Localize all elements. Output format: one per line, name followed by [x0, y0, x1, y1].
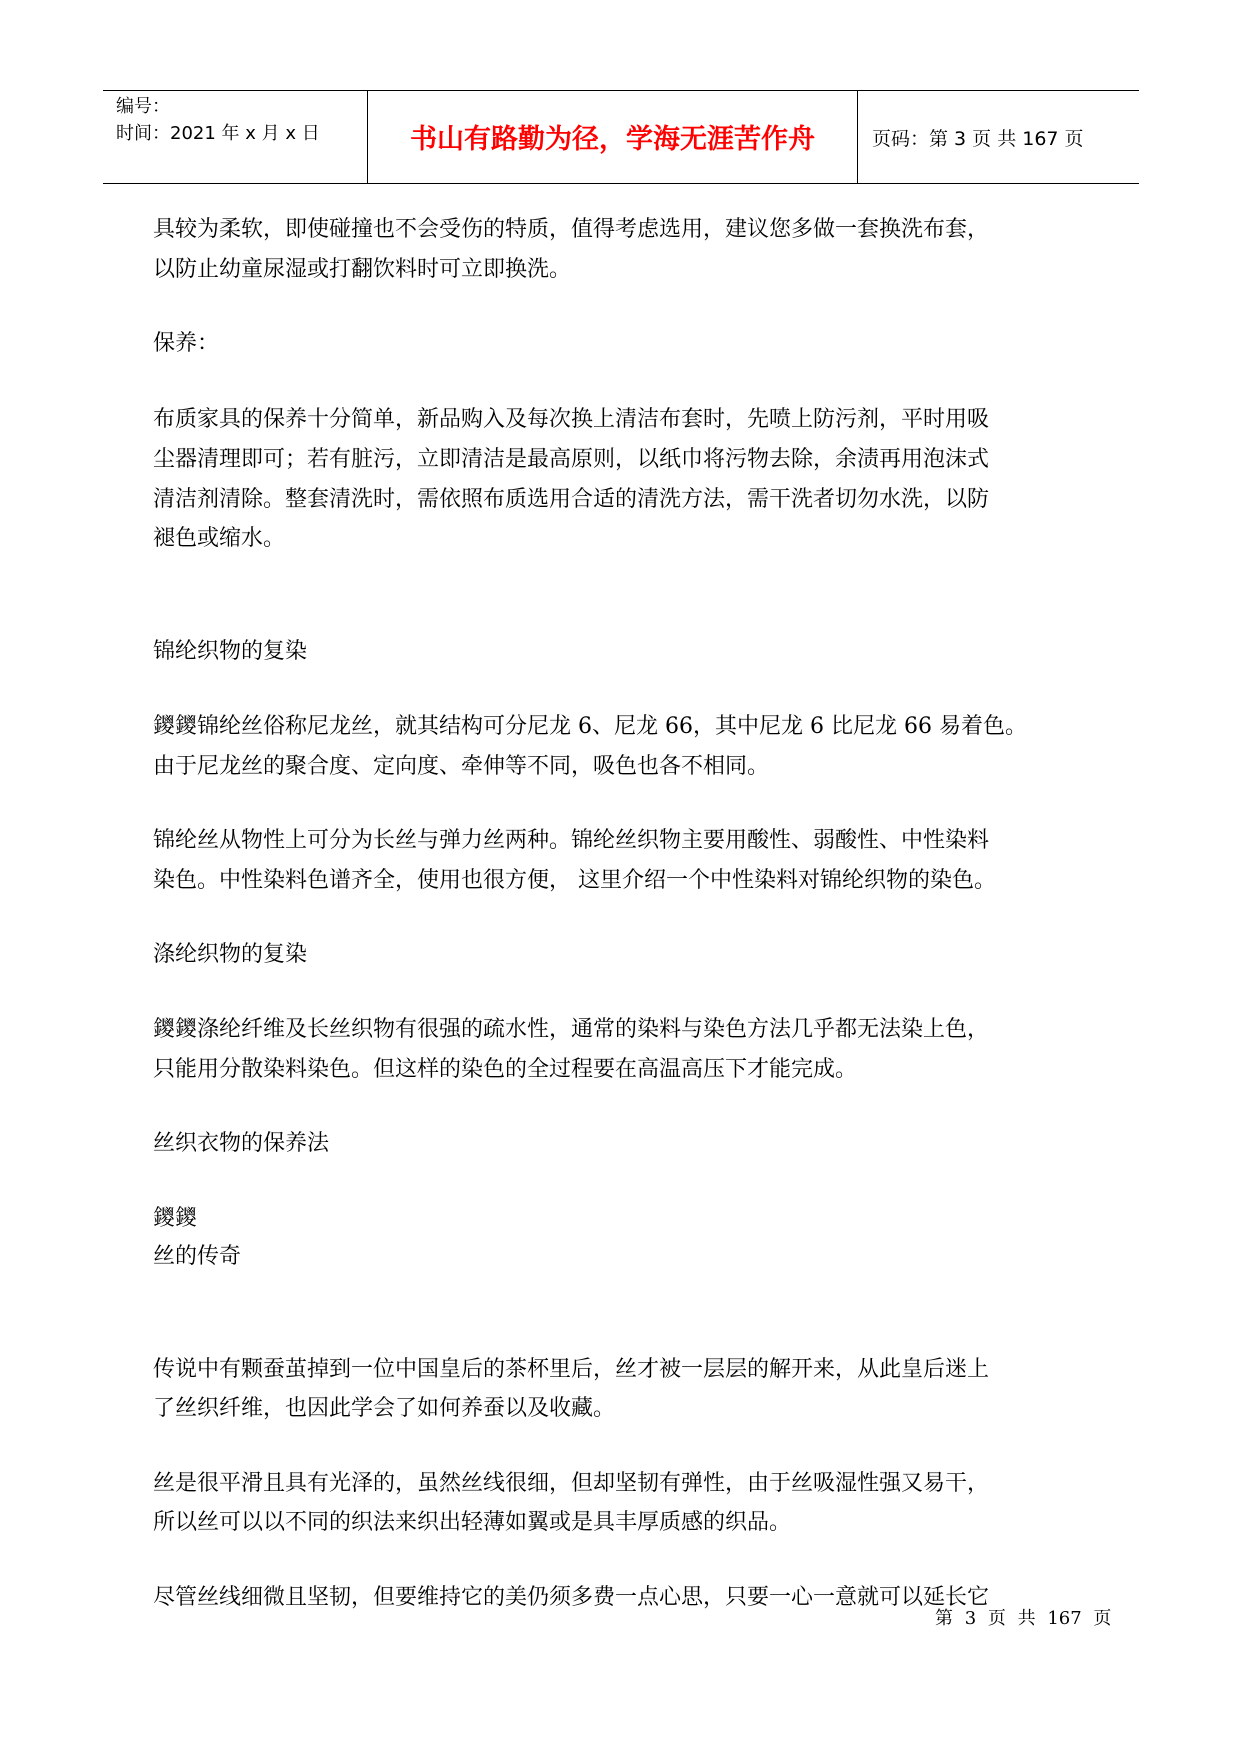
section-heading: 涤纶织物的复染: [153, 942, 308, 967]
header-motto: 书山有路勤为径，学海无涯苦作舟: [368, 91, 858, 183]
body-line: 尽管丝线细微且坚韧，但要维持它的美仍须多费一点心思，只要一心一意就可以延长它: [153, 1585, 990, 1610]
header-page-number: 页码：第 3 页 共 167 页: [872, 127, 1084, 150]
document-number-label: 编号：: [116, 96, 170, 117]
body-line: 由于尼龙丝的聚合度、定向度、牵伸等不同，吸色也各不相同。: [153, 754, 770, 779]
body-line: 锦纶丝从物性上可分为长丝与弹力丝两种。锦纶丝织物主要用酸性、弱酸性、中性染料: [153, 828, 990, 853]
body-line: 丝是很平滑且具有光泽的，虽然丝线很细，但却坚韧有弹性，由于丝吸湿性强又易干，: [153, 1471, 990, 1496]
page-header: [103, 90, 1139, 184]
body-line: 所以丝可以以不同的织法来织出轻薄如翼或是具丰厚质感的织品。: [153, 1510, 792, 1535]
body-line: 具较为柔软，即使碰撞也不会受伤的特质，值得考虑选用，建议您多做一套换洗布套，: [153, 217, 990, 242]
body-line: 褪色或缩水。: [153, 526, 286, 551]
body-line: 清洁剂清除。整套清洗时，需依照布质选用合适的清洗方法，需干洗者切勿水洗，以防: [153, 487, 990, 512]
section-heading: 锦纶织物的复染: [153, 639, 308, 664]
section-heading: 丝的传奇: [153, 1244, 242, 1269]
section-heading: 丝织衣物的保养法: [153, 1131, 330, 1156]
section-heading: 保养：: [153, 331, 220, 356]
body-line: 鑁鑁涤纶纤维及长丝织物有很强的疏水性，通常的染料与染色方法几乎都无法染上色，: [153, 1017, 990, 1042]
body-line: 传说中有颗蚕茧掉到一位中国皇后的茶杯里后，丝才被一层层的解开来，从此皇后迷上: [153, 1357, 990, 1382]
body-line: 鑁鑁锦纶丝俗称尼龙丝，就其结构可分尼龙 6、尼龙 66，其中尼龙 6 比尼龙 66 易着色。: [153, 714, 1027, 739]
document-time-label: 时间：2021 年 x 月 x 日: [116, 123, 320, 144]
body-line: 鑁鑁: [153, 1206, 198, 1231]
body-line: 染色。中性染料色谱齐全，使用也很方便， 这里介绍一个中性染料对锦纶织物的染色。: [153, 868, 996, 893]
body-line: 了丝织纤维，也因此学会了如何养蚕以及收藏。: [153, 1396, 616, 1421]
page-footer-number: 第 3 页 共 167 页: [935, 1608, 1112, 1629]
body-line: 尘器清理即可；若有脏污，立即清洁是最高原则，以纸巾将污物去除，余渍再用泡沫式: [153, 447, 990, 472]
header-meta-cell: [103, 91, 368, 183]
body-line: 布质家具的保养十分简单，新品购入及每次换上清洁布套时，先喷上防污剂，平时用吸: [153, 407, 990, 432]
body-line: 以防止幼童尿湿或打翻饮料时可立即换洗。: [153, 257, 572, 282]
body-line: 只能用分散染料染色。但这样的染色的全过程要在高温高压下才能完成。: [153, 1057, 858, 1082]
